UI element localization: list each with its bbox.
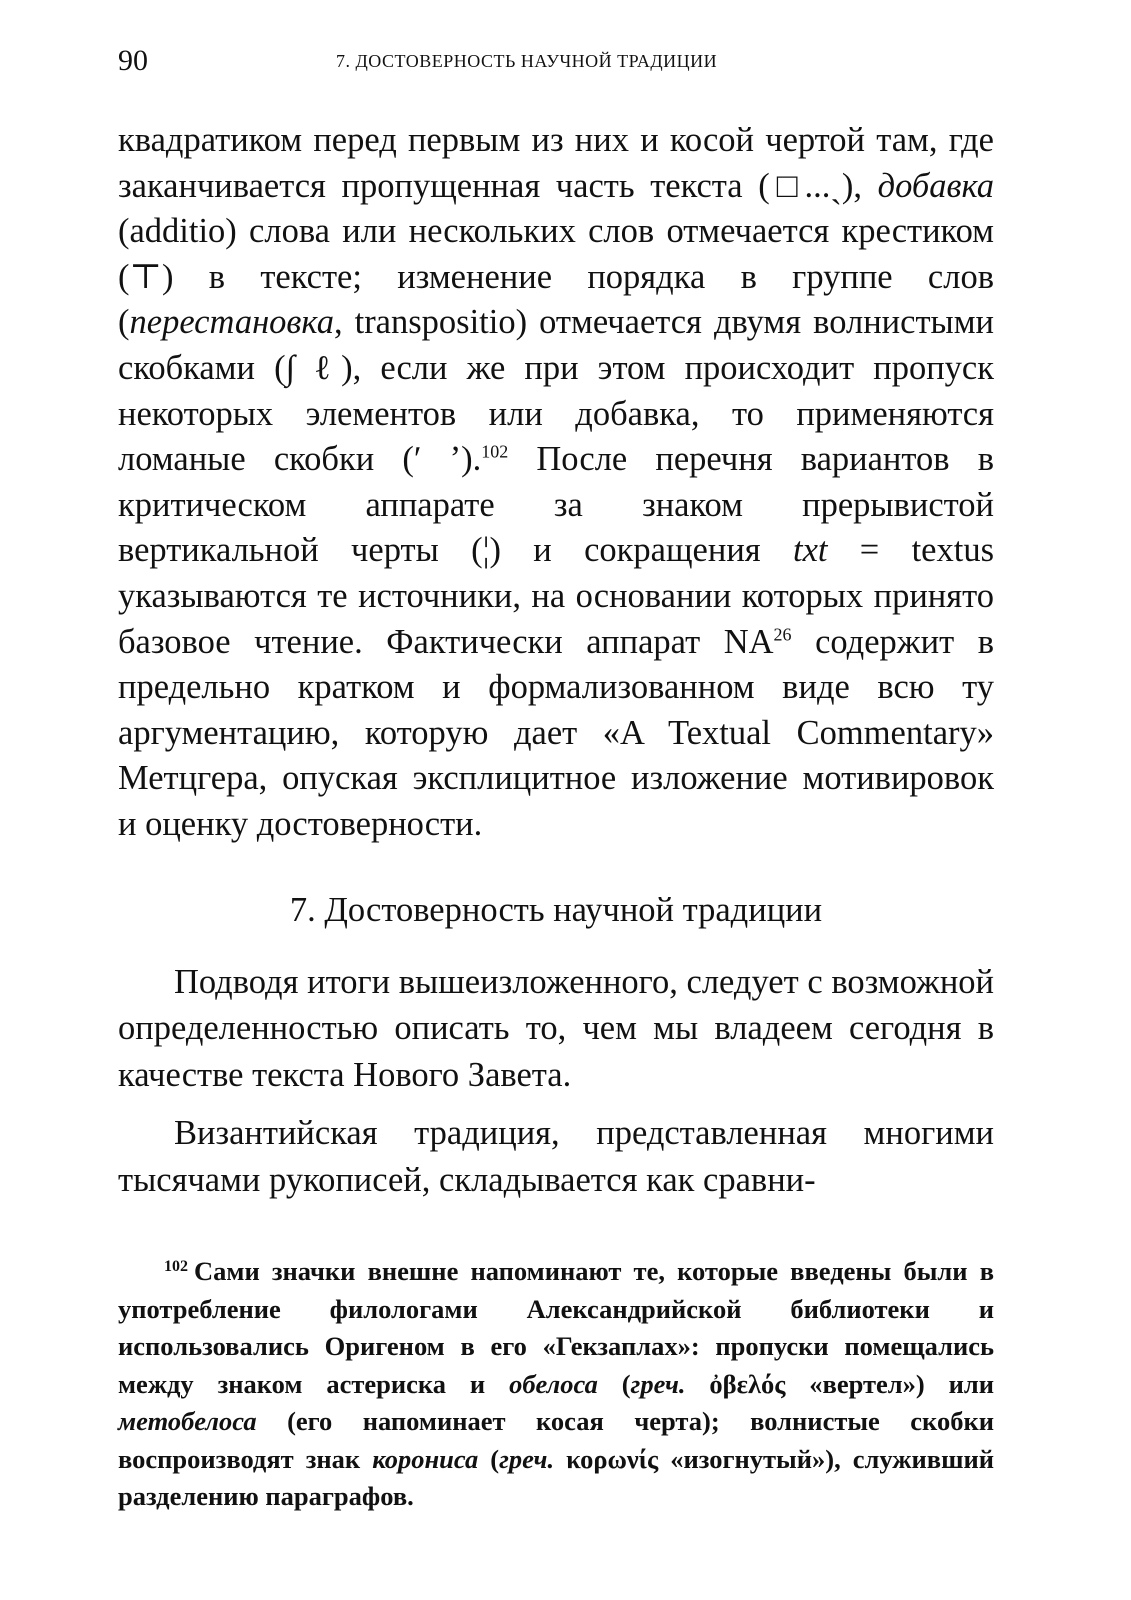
abbr-greek: греч. bbox=[630, 1368, 686, 1399]
footnote-reference[interactable]: 102 bbox=[481, 441, 509, 462]
section-paragraph-1: Подводя итоги вышеизложенного, следует с возможной определенностью описать то, чем мы владеем сегодня в качестве текста Нового Завета. bbox=[118, 962, 994, 1094]
text-run: , transpositio) отмечается двумя волнистыми скобками ( bbox=[118, 303, 994, 387]
text-run: содержит в предельно кратком и формализованном виде всю ту аргументацию, которую дает «A Textual Commentary» Метцгера, опуская эксплицитное изложение мотивировок и оценку достоверности. bbox=[118, 622, 994, 843]
footnote-text: ( bbox=[478, 1443, 500, 1474]
running-head: 7. ДОСТОВЕРНОСТЬ НАУЧНОЙ ТРАДИЦИИ bbox=[336, 51, 718, 71]
footnote-text: (его напоминает косая черта); волнистые скобки воспроизводят знак bbox=[118, 1406, 994, 1474]
abbr-greek: греч. bbox=[499, 1443, 555, 1474]
text-run: ), если же при этом происходит пропуск некоторых элементов или добавка, то применяются ломаные скобки ( bbox=[118, 348, 994, 479]
footnote-text: κορωνίς «изогнутый»), служивший разделению параграфов. bbox=[118, 1443, 994, 1512]
term-obelos: обелоса bbox=[509, 1368, 598, 1399]
section-paragraph-2: Византийская традиция, представленная многими тысячами рукописей, складывается как сравни- bbox=[118, 1114, 994, 1199]
paragraph-continuation bbox=[118, 118, 994, 848]
text-run: После перечня вариантов в критическом аппарате за знаком прерывистой вертикальной черты (¦) и сокращения bbox=[118, 440, 994, 570]
text-run: квадратиком перед первым из них и косой чертой там, где заканчивается пропущенная часть текста ( bbox=[118, 121, 994, 205]
text-run: ). bbox=[461, 440, 482, 479]
term-transposition: перестановка bbox=[129, 303, 334, 342]
term-addition: добавка bbox=[877, 166, 994, 205]
page-number: 90 bbox=[118, 44, 148, 77]
page-header bbox=[118, 40, 994, 90]
term-metobelos: метобелоса bbox=[118, 1406, 257, 1437]
footnote-marker: 102 bbox=[164, 1257, 188, 1275]
edition-superscript: 26 bbox=[773, 624, 792, 645]
text-run: = textus указываются те источники, на основании которых принято базовое чтение. Фактически аппарат NA bbox=[118, 531, 994, 661]
text-run: (additio) слова или нескольких слов отмечается крестиком ( bbox=[118, 212, 994, 296]
omission-symbol: □...ˎ bbox=[769, 166, 842, 205]
footnote-text: ὀβελός «вертел») или bbox=[685, 1368, 995, 1399]
section-title: 7. Достоверность научной традиции bbox=[289, 890, 823, 929]
term-koronis: корониса bbox=[372, 1443, 479, 1474]
footnote-text: Сами значки внешне напоминают те, которые введены были в употребление филологами Александрийской библиотеки и использовались Оригеном в его «Гекзаплах»: пропуски помещались между знаком астериска и bbox=[118, 1256, 994, 1399]
book-page bbox=[118, 40, 994, 1516]
section-body bbox=[118, 959, 994, 1204]
footnote-text: ( bbox=[597, 1368, 631, 1399]
footnote-102 bbox=[118, 1253, 994, 1516]
broken-brackets-symbol: ʹ ʼ bbox=[413, 440, 462, 479]
text-run: ) в тексте; изменение порядка в группе слов ( bbox=[118, 257, 994, 342]
addition-symbol: ⊤ bbox=[129, 257, 162, 296]
abbr-txt: txt bbox=[792, 531, 828, 570]
transposition-symbol: ∫ ℓ bbox=[285, 348, 342, 387]
text-run: ), bbox=[841, 166, 878, 205]
body-text bbox=[118, 118, 994, 848]
